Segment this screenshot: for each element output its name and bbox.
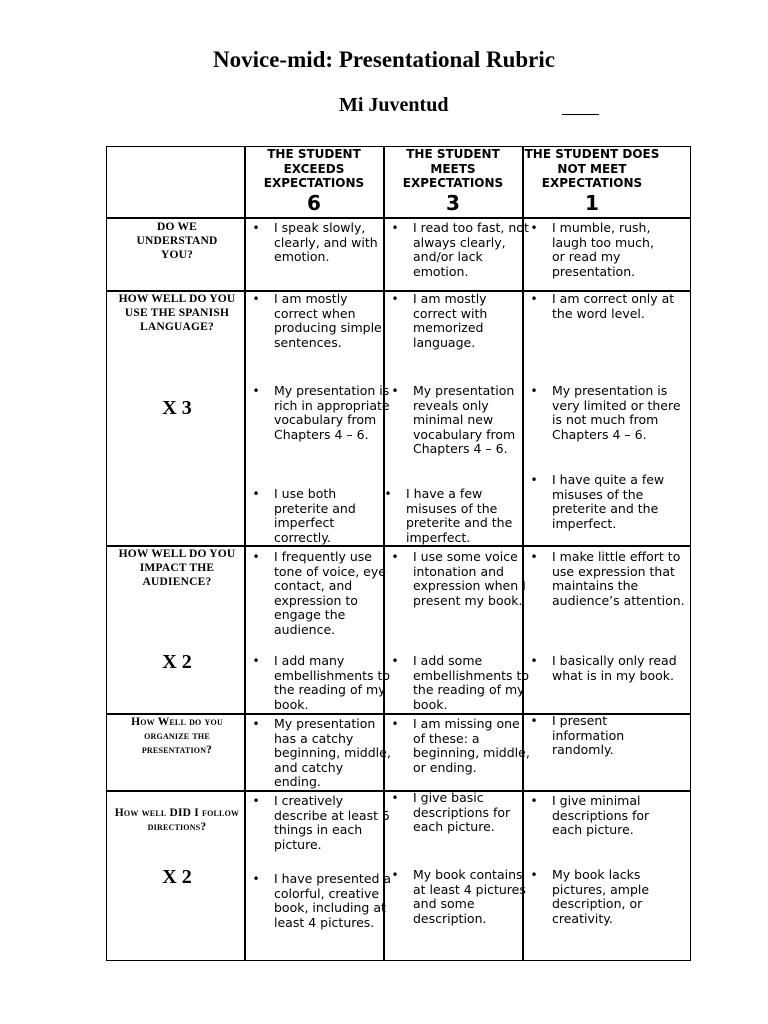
- column-score-meets: 3: [446, 191, 460, 215]
- bullet: •: [391, 717, 399, 731]
- criterion-follow-directions: How well DID I follow directions?: [114, 807, 240, 833]
- bullet: •: [530, 550, 538, 564]
- rubric-cell: My presentation reveals only minimal new vocabulary from Chapters 4 – 6.: [413, 383, 516, 457]
- rubric-cell: I read too fast, not always clearly, and/or lack emotion.: [413, 220, 529, 279]
- bullet: •: [252, 794, 260, 808]
- multiplier-impact-audience: X 2: [162, 651, 192, 673]
- column-header-exceeds: THE STUDENT EXCEEDS EXPECTATIONS: [263, 147, 365, 190]
- rubric-cell: My book contains at least 4 pictures and some description.: [413, 867, 526, 926]
- rubric-cell: I give minimal descriptions for each picture.: [552, 793, 650, 838]
- bullet: •: [391, 868, 399, 882]
- bullet: •: [252, 872, 260, 886]
- rubric-cell: I creatively describe at least 5 things in each picture.: [274, 793, 390, 852]
- rubric-cell: My presentation is very limited or there is not much from Chapters 4 – 6.: [552, 383, 681, 442]
- bullet: •: [530, 384, 538, 398]
- multiplier-follow-directions: X 2: [162, 866, 192, 888]
- bullet: •: [252, 717, 260, 731]
- rubric-cell: I speak slowly, clearly, and with emotion.: [274, 220, 378, 265]
- rubric-cell: I give basic descriptions for each picture.: [413, 790, 511, 835]
- column-score-does-not-meet: 1: [585, 191, 599, 215]
- criterion-understand: DO WE UNDERSTAND YOU?: [136, 221, 218, 261]
- bullet: •: [252, 654, 260, 668]
- column-header-does-not-meet: THE STUDENT DOES NOT MEET EXPECTATIONS: [524, 147, 660, 190]
- rubric-cell: I present information randomly.: [552, 713, 625, 758]
- bullet: •: [391, 654, 399, 668]
- column-header-meets: THE STUDENT MEETS EXPECTATIONS: [402, 147, 504, 190]
- multiplier-spanish-language: X 3: [162, 397, 192, 419]
- rubric-cell: I mumble, rush, laugh too much, or read my presentation.: [552, 220, 654, 279]
- rubric-cell: I have quite a few misuses of the preterite and the imperfect.: [552, 472, 665, 531]
- page-subtitle: Mi Juventud: [339, 94, 449, 116]
- bullet: •: [391, 221, 399, 235]
- bullet: •: [391, 292, 399, 306]
- bullet: •: [530, 714, 538, 728]
- bullet: •: [530, 868, 538, 882]
- bullet: •: [252, 221, 260, 235]
- criterion-impact-audience: HOW WELL DO YOU IMPACT THE AUDIENCE?: [118, 548, 236, 588]
- page-title: Novice-mid: Presentational Rubric: [213, 47, 555, 72]
- bullet: •: [530, 221, 538, 235]
- rubric-cell: I am correct only at the word level.: [552, 291, 675, 321]
- bullet: •: [530, 473, 538, 487]
- name-blank-line: [562, 92, 599, 115]
- rubric-cell: I have a few misuses of the preterite and the imperfect.: [406, 486, 513, 545]
- column-score-exceeds: 6: [307, 191, 321, 215]
- rubric-cell: I add some embellishments to the reading of my book.: [413, 653, 530, 712]
- bullet: •: [391, 384, 399, 398]
- rubric-cell: My presentation is rich in appropriate vocabulary from Chapters 4 – 6.: [274, 383, 390, 442]
- bullet: •: [391, 791, 399, 805]
- rubric-cell: My presentation has a catchy beginning, middle, and catchy ending.: [274, 716, 391, 790]
- rubric-cell: I have presented a colorful, creative book, including at least 4 pictures.: [274, 871, 392, 930]
- row-divider: [106, 217, 691, 219]
- bullet: •: [530, 794, 538, 808]
- rubric-cell: I am mostly correct when producing simple sentences.: [274, 291, 382, 350]
- rubric-cell: I add many embellishments to the reading of my book.: [274, 653, 391, 712]
- rubric-cell: I basically only read what is in my book.: [552, 653, 677, 683]
- rubric-cell: I am mostly correct with memorized language.: [413, 291, 488, 350]
- rubric-cell: I make little effort to use expression that maintains the audience’s attention.: [552, 549, 685, 608]
- rubric-cell: I frequently use tone of voice, eye contact, and expression to engage the audience.: [274, 549, 386, 637]
- bullet: •: [252, 292, 260, 306]
- criterion-organize: How Well do you organize the presentation?: [131, 716, 223, 756]
- bullet: •: [252, 384, 260, 398]
- rubric-cell: I use some voice intonation and expression when I present my book.: [413, 549, 526, 608]
- bullet: •: [384, 487, 392, 501]
- column-divider: [244, 146, 246, 961]
- bullet: •: [530, 654, 538, 668]
- bullet: •: [391, 550, 399, 564]
- rubric-cell: My book lacks pictures, ample description, or creativity.: [552, 867, 650, 926]
- bullet: •: [530, 292, 538, 306]
- bullet: •: [252, 550, 260, 564]
- criterion-spanish-language: HOW WELL DO YOU USE THE SPANISH LANGUAGE?: [118, 293, 236, 333]
- rubric-cell: I am missing one of these: a beginning, middle, or ending.: [413, 716, 530, 775]
- rubric-table: [106, 146, 691, 961]
- rubric-cell: I use both preterite and imperfect correctly.: [274, 486, 356, 545]
- bullet: •: [252, 487, 260, 501]
